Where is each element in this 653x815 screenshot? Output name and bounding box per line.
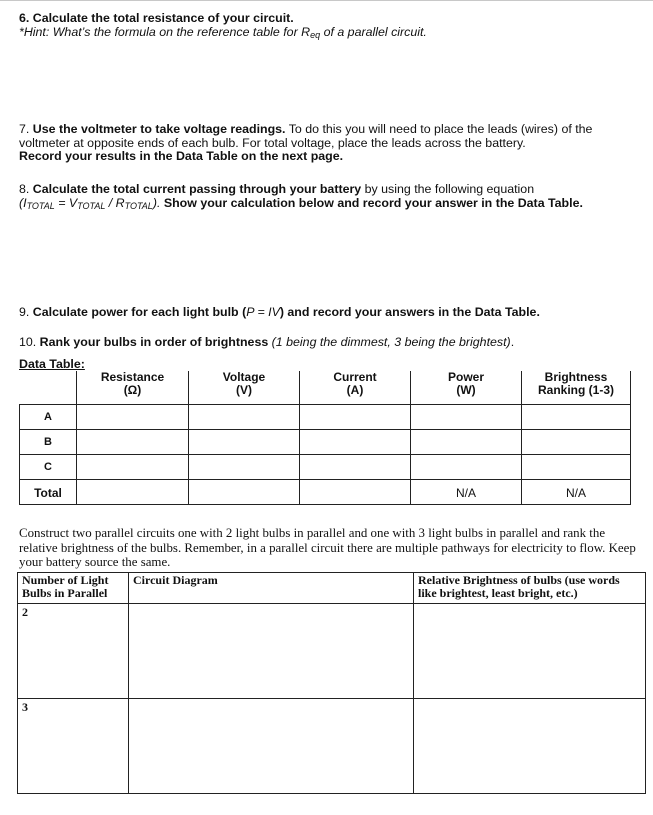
q9-bold1: Calculate power for each light bulb ( [32,305,247,319]
row-label-c: C [20,455,77,480]
question-7 [19,123,639,164]
cell-b-current[interactable] [300,430,411,455]
circuit-table-header-row [18,573,646,604]
q8-eq-mid2: / R [105,195,125,210]
data-table [19,371,631,505]
cell-a-brightness[interactable] [522,405,631,430]
header-circuit-diagram: Circuit Diagram [129,573,414,604]
q6-hint-suffix: of a parallel circuit. [320,24,427,39]
cell-total-voltage[interactable] [189,480,300,505]
q10-end: . [510,335,515,349]
q9-bold2: ) and record your answers in the Data Table. [279,305,540,319]
row-label-a: A [20,405,77,430]
q8-eq-mid1: = V [54,195,78,210]
data-table-label: Data Table: [19,357,85,371]
q9-italic: P = IV [246,305,280,319]
header-power: Power (W) [411,371,522,405]
cell-c-brightness[interactable] [522,455,631,480]
circuit-diagram-cell-3[interactable] [129,699,414,794]
table-row [20,455,631,480]
bulbs-count-2: 2 [18,604,129,699]
table-row [18,699,646,794]
row-label-b: B [20,430,77,455]
q9-number: 9. [19,305,33,319]
cell-total-power: N/A [411,480,522,505]
question-10 [19,336,639,350]
cell-c-power[interactable] [411,455,522,480]
q8-number: 8. [19,182,33,196]
q8-eq-sub1: TOTAL [26,200,55,211]
bulbs-count-3: 3 [18,699,129,794]
header-relative-brightness: Relative Brightness of bulbs (use words like brightest, least bright, etc.) [414,573,646,604]
relative-brightness-cell-3[interactable] [414,699,646,794]
q8-eq-open: (I [19,195,27,210]
cell-a-resistance[interactable] [77,405,189,430]
header-number-of-bulbs: Number of Light Bulbs in Parallel [18,573,129,604]
q6-title: 6. Calculate the total resistance of your circuit. [19,11,294,25]
cell-a-power[interactable] [411,405,522,430]
table-row [20,430,631,455]
q7-bold2: Record your results in the Data Table on the next page. [19,149,344,163]
header-current: Current (A) [300,371,411,405]
cell-b-power[interactable] [411,430,522,455]
q8-eq-sub3: TOTAL [124,200,153,211]
data-table-header-row [20,371,631,405]
relative-brightness-cell-2[interactable] [414,604,646,699]
q7-number: 7. [19,122,33,136]
cell-total-current[interactable] [300,480,411,505]
circuit-diagram-cell-2[interactable] [129,604,414,699]
question-6 [19,12,639,42]
cell-a-voltage[interactable] [189,405,300,430]
cell-c-current[interactable] [300,455,411,480]
cell-b-brightness[interactable] [522,430,631,455]
cell-total-resistance[interactable] [77,480,189,505]
circuit-table [17,572,646,794]
header-brightness: Brightness Ranking (1-3) [522,371,631,405]
cell-total-brightness: N/A [522,480,631,505]
q6-hint: *Hint: What’s the formula on the reference table for R [19,24,311,39]
table-row [20,405,631,430]
header-voltage: Voltage (V) [189,371,300,405]
q7-bold1: Use the voltmeter to take voltage readings. [32,122,286,136]
cell-b-voltage[interactable] [189,430,300,455]
q10-number: 10. [19,335,40,349]
header-resistance: Resistance (Ω) [77,371,189,405]
header-empty [20,371,77,405]
cell-a-current[interactable] [300,405,411,430]
cell-b-resistance[interactable] [77,430,189,455]
page-top-border [0,0,653,4]
q8-bold2: Show your calculation below and record your answer in the Data Table. [160,195,583,210]
q10-bold1: Rank your bulbs in order of brightness [39,335,269,349]
row-label-total: Total [20,480,77,505]
q8-eq-close: ). [152,195,161,210]
table-row-total [20,480,631,505]
cell-c-resistance[interactable] [77,455,189,480]
q8-bold1: Calculate the total current passing through your battery [32,182,362,196]
q10-italic: (1 being the dimmest, 3 being the brightest) [268,335,511,349]
q8-eq-sub2: TOTAL [77,200,106,211]
table-row [18,604,646,699]
construct-instructions: Construct two parallel circuits one with 2 light bulbs in parallel and one with 3 light bulbs in parallel and rank the relative brightness of the bulbs. Remember, in a parallel circuit there are multiple pathways for electricity to flow. Keep your battery source the same. [19,526,636,569]
question-9 [19,306,639,320]
q8-text1: by using the following equation [361,182,535,196]
q7-text1: To do this you will need to place the leads (wires) of the voltmeter at opposite ends of each bulb. For total voltage, place the leads across the battery. [19,122,593,150]
question-8 [19,183,599,213]
q6-hint-sub: eq [310,29,321,40]
cell-c-voltage[interactable] [189,455,300,480]
